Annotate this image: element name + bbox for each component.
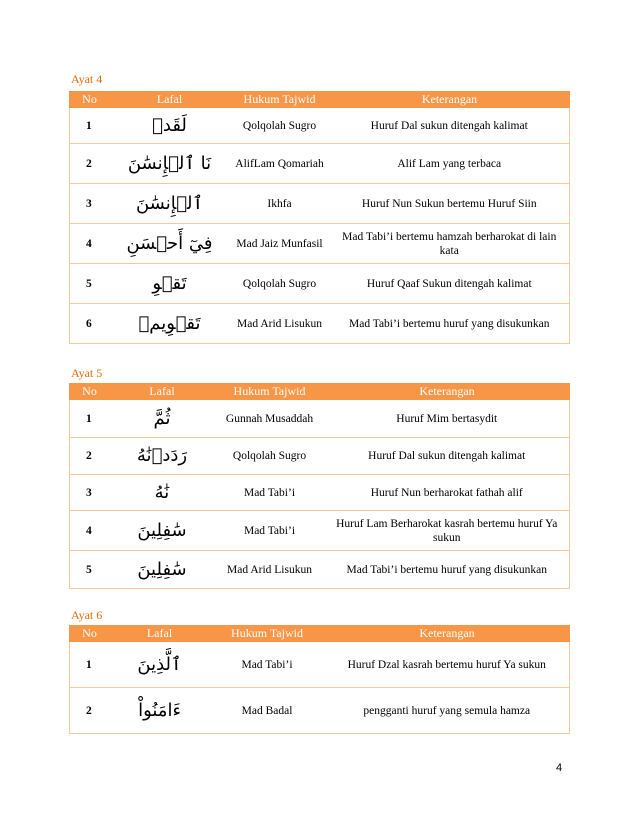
row-no: 3: [70, 475, 110, 511]
table-row: [70, 184, 570, 224]
row-hukum: Mad Tabi’i: [210, 642, 325, 688]
header-lafal: Lafal: [110, 384, 215, 400]
tajwid-table-ayat-5: [69, 383, 570, 589]
row-keterangan: Mad Tabi’i bertemu huruf yang disukunkan: [325, 551, 570, 589]
table-row: [70, 475, 570, 511]
row-lafal: لَقَدۡ: [110, 108, 230, 144]
table-header-row: [70, 626, 570, 642]
row-keterangan: Huruf Nun Sukun bertemu Huruf Siin: [330, 184, 570, 224]
row-no: 2: [70, 144, 110, 184]
table-row: [70, 438, 570, 475]
row-keterangan: Huruf Qaaf Sukun ditengah kalimat: [330, 264, 570, 304]
row-hukum: Qolqolah Sugro: [230, 264, 330, 304]
row-no: 4: [70, 511, 110, 551]
row-keterangan: Huruf Nun berharokat fathah alif: [325, 475, 570, 511]
header-no: No: [70, 92, 110, 108]
row-hukum: Ikhfa: [230, 184, 330, 224]
row-hukum: Mad Jaiz Munfasil: [230, 224, 330, 264]
row-lafal: ٱلۡإِنسَٰنَ: [110, 184, 230, 224]
row-lafal: ٱلَّذِينَ: [110, 642, 210, 688]
header-no: No: [70, 626, 110, 642]
row-hukum: Mad Arid Lisukun: [215, 551, 325, 589]
header-hukum-tajwid: Hukum Tajwid: [210, 626, 325, 642]
table-header-row: [70, 92, 570, 108]
row-hukum: Qolqolah Sugro: [215, 438, 325, 475]
header-lafal: Lafal: [110, 626, 210, 642]
row-no: 1: [70, 400, 110, 438]
row-lafal: سَٰفِلِينَ: [110, 511, 215, 551]
row-hukum: AlifLam Qomariah: [230, 144, 330, 184]
table-row: [70, 264, 570, 304]
row-lafal: تَقۡوِ: [110, 264, 230, 304]
row-keterangan: Huruf Mim bertasydit: [325, 400, 570, 438]
table-row: [70, 688, 570, 734]
row-no: 5: [70, 551, 110, 589]
row-no: 6: [70, 304, 110, 344]
table-row: [70, 511, 570, 551]
header-keterangan: Keterangan: [325, 384, 570, 400]
row-lafal: تَقۡوِيمٖ: [110, 304, 230, 344]
row-hukum: Mad Arid Lisukun: [230, 304, 330, 344]
table-row: [70, 551, 570, 589]
tajwid-table-ayat-6: [69, 625, 570, 734]
row-keterangan: Mad Tabi’i bertemu huruf yang disukunkan: [330, 304, 570, 344]
row-lafal: ءَامَنُواْ: [110, 688, 210, 734]
header-no: No: [70, 384, 110, 400]
table-row: [70, 224, 570, 264]
row-lafal: سَٰفِلِينَ: [110, 551, 215, 589]
table-row: [70, 108, 570, 144]
row-keterangan: Huruf Dzal kasrah bertemu huruf Ya sukun: [325, 642, 570, 688]
row-keterangan: Huruf Dal sukun ditengah kalimat: [330, 108, 570, 144]
section-title-ayat-6: Ayat 6: [71, 608, 103, 622]
row-no: 3: [70, 184, 110, 224]
row-lafal: نَا ٱلۡإِنسَٰنَ: [110, 144, 230, 184]
header-keterangan: Keterangan: [330, 92, 570, 108]
row-keterangan: Mad Tabi’i bertemu hamzah berharokat di lain kata: [330, 224, 570, 264]
table-row: [70, 144, 570, 184]
table-header-row: [70, 384, 570, 400]
row-hukum: Qolqolah Sugro: [230, 108, 330, 144]
table-row: [70, 304, 570, 344]
row-no: 2: [70, 438, 110, 475]
row-hukum: Mad Tabi’i: [215, 511, 325, 551]
table-row: [70, 400, 570, 438]
header-lafal: Lafal: [110, 92, 230, 108]
row-keterangan: Alif Lam yang terbaca: [330, 144, 570, 184]
header-hukum-tajwid: Hukum Tajwid: [215, 384, 325, 400]
row-no: 4: [70, 224, 110, 264]
section-title-ayat-4: Ayat 4: [71, 72, 103, 86]
row-hukum: Mad Badal: [210, 688, 325, 734]
row-lafal: فِيٓ أَحۡسَنِ: [110, 224, 230, 264]
row-keterangan: Huruf Dal sukun ditengah kalimat: [325, 438, 570, 475]
page-number: 4: [556, 762, 563, 774]
row-lafal: ثُمَّ: [110, 400, 215, 438]
header-hukum-tajwid: Hukum Tajwid: [230, 92, 330, 108]
row-no: 1: [70, 642, 110, 688]
row-hukum: Gunnah Musaddah: [215, 400, 325, 438]
row-no: 2: [70, 688, 110, 734]
header-keterangan: Keterangan: [325, 626, 570, 642]
row-keterangan: pengganti huruf yang semula hamza: [325, 688, 570, 734]
row-no: 5: [70, 264, 110, 304]
tajwid-table-ayat-4: [69, 91, 570, 344]
row-no: 1: [70, 108, 110, 144]
row-lafal: رَدَدۡنَٰهُ: [110, 438, 215, 475]
row-keterangan: Huruf Lam Berharokat kasrah bertemu huruf Ya sukun: [325, 511, 570, 551]
section-title-ayat-5: Ayat 5: [71, 366, 103, 380]
row-hukum: Mad Tabi’i: [215, 475, 325, 511]
row-lafal: نَٰهُ: [110, 475, 215, 511]
table-row: [70, 642, 570, 688]
